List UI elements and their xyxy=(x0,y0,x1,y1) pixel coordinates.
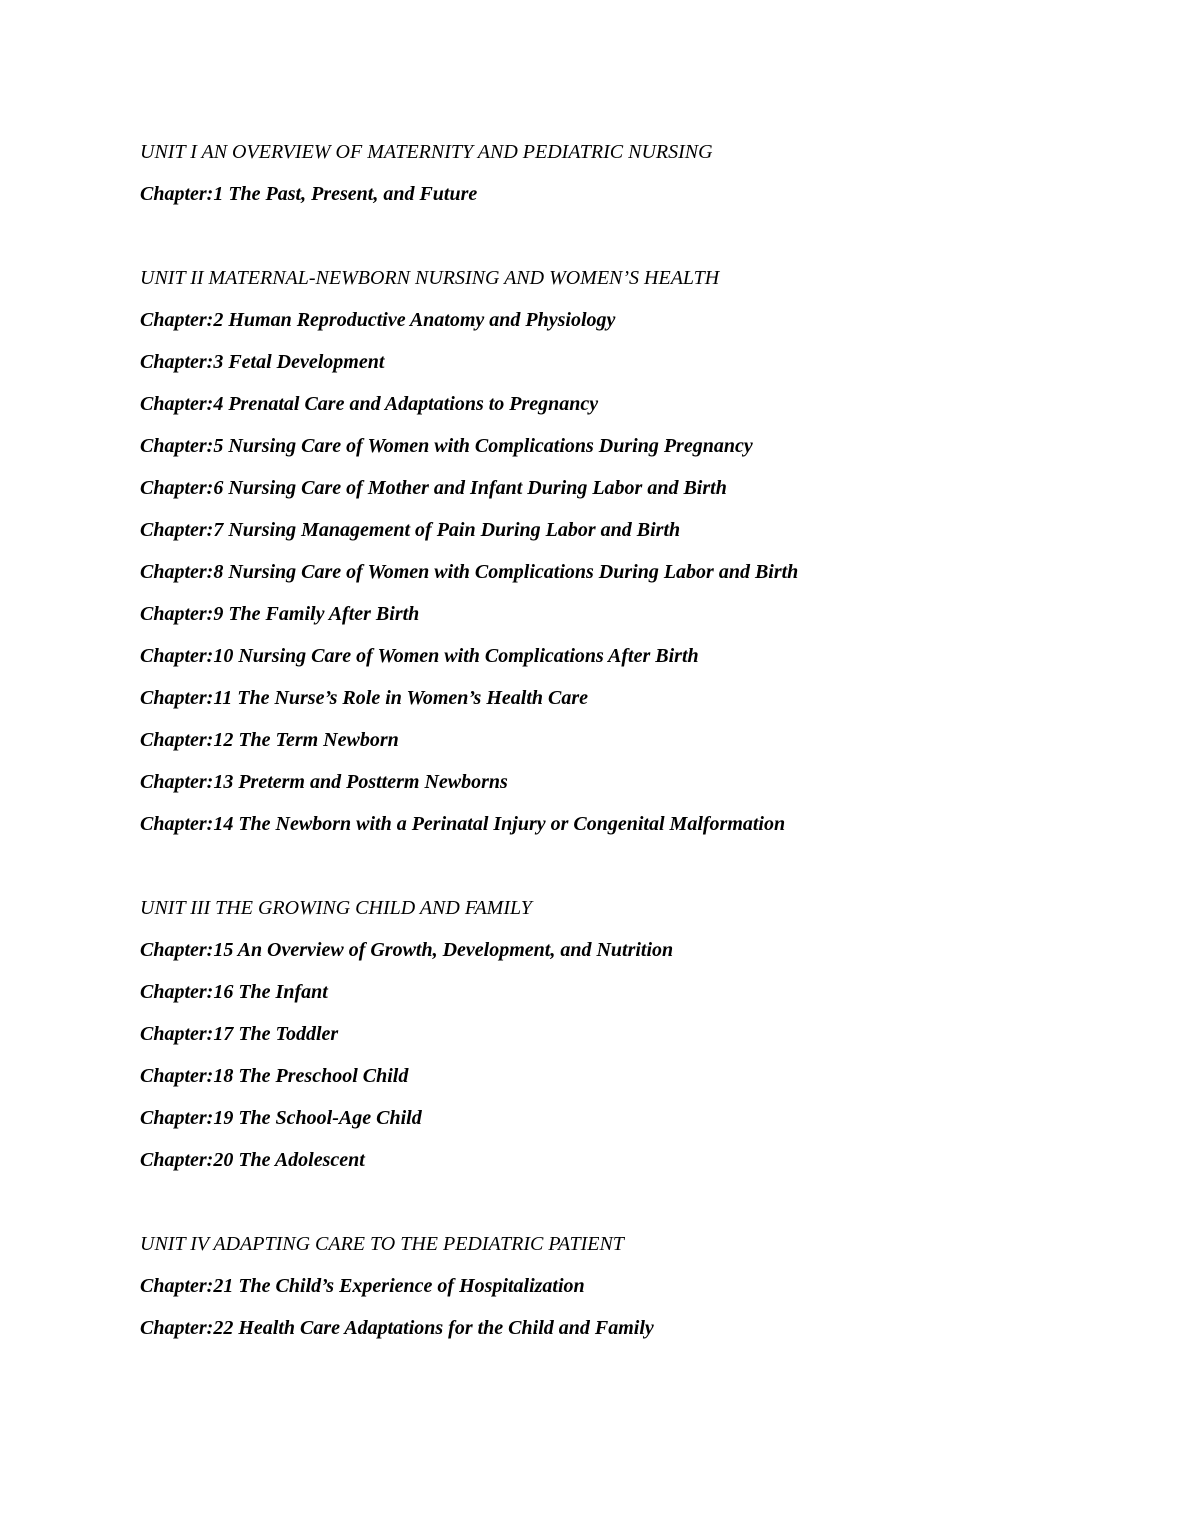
chapter-9: Chapter:9 The Family After Birth xyxy=(140,603,420,625)
unit-title: UNIT I AN OVERVIEW OF MATERNITY AND PEDIATRIC NURSING xyxy=(140,141,713,163)
chapter-22: Chapter:22 Health Care Adaptations for the Child and Family xyxy=(140,1317,654,1339)
chapter-7: Chapter:7 Nursing Management of Pain During Labor and Birth xyxy=(140,519,681,541)
unit-title: UNIT III THE GROWING CHILD AND FAMILY xyxy=(140,897,532,919)
chapter-11: Chapter:11 The Nurse’s Role in Women’s Health Care xyxy=(140,687,588,709)
chapter-2: Chapter:2 Human Reproductive Anatomy and Physiology xyxy=(140,309,616,331)
unit-title: UNIT IV ADAPTING CARE TO THE PEDIATRIC PATIENT xyxy=(140,1233,624,1255)
unit-1 xyxy=(140,137,1040,221)
chapter-15: Chapter:15 An Overview of Growth, Development, and Nutrition xyxy=(140,939,674,961)
chapter-14: Chapter:14 The Newborn with a Perinatal Injury or Congenital Malformation xyxy=(140,813,786,835)
chapter-6: Chapter:6 Nursing Care of Mother and Infant During Labor and Birth xyxy=(140,477,727,499)
chapter-16: Chapter:16 The Infant xyxy=(140,981,328,1003)
chapter-10: Chapter:10 Nursing Care of Women with Complications After Birth xyxy=(140,645,699,667)
chapter-12: Chapter:12 The Term Newborn xyxy=(140,729,399,751)
chapter-20: Chapter:20 The Adolescent xyxy=(140,1149,365,1171)
unit-4 xyxy=(140,1229,1040,1355)
unit-title: UNIT II MATERNAL-NEWBORN NURSING AND WOMEN’S HEALTH xyxy=(140,267,720,289)
table-of-contents xyxy=(140,137,1040,1355)
chapter-17: Chapter:17 The Toddler xyxy=(140,1023,339,1045)
chapter-21: Chapter:21 The Child’s Experience of Hospitalization xyxy=(140,1275,585,1297)
chapter-4: Chapter:4 Prenatal Care and Adaptations to Pregnancy xyxy=(140,393,599,415)
chapter-5: Chapter:5 Nursing Care of Women with Complications During Pregnancy xyxy=(140,435,753,457)
chapter-19: Chapter:19 The School-Age Child xyxy=(140,1107,422,1129)
chapter-1: Chapter:1 The Past, Present, and Future xyxy=(140,183,478,205)
unit-2 xyxy=(140,263,1040,851)
chapter-8: Chapter:8 Nursing Care of Women with Complications During Labor and Birth xyxy=(140,561,799,583)
unit-3 xyxy=(140,893,1040,1187)
chapter-18: Chapter:18 The Preschool Child xyxy=(140,1065,409,1087)
chapter-3: Chapter:3 Fetal Development xyxy=(140,351,385,373)
chapter-13: Chapter:13 Preterm and Postterm Newborns xyxy=(140,771,508,793)
